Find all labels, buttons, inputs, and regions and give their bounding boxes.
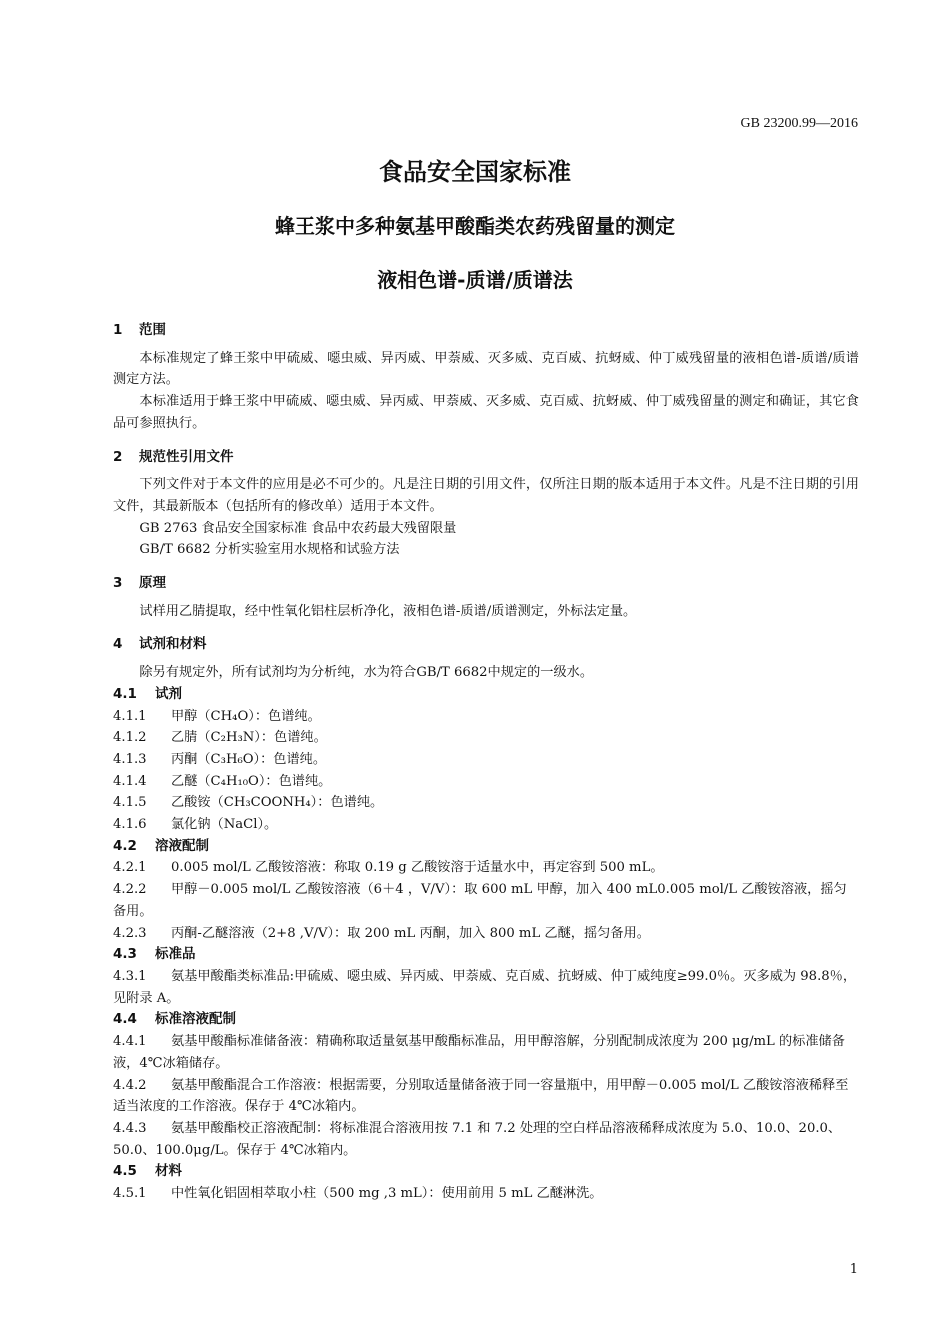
reference-item: GB/T 6682 分析实验室用水规格和试验方法	[139, 542, 400, 558]
list-item: 4.1.4 乙醚（C₄H₁₀O）：色谱纯。	[113, 773, 332, 789]
subsection-heading-solutions: 4.2 溶液配制	[113, 837, 209, 854]
paragraph: 本标准适用于蜂王浆中甲硫威、噁虫威、异丙威、甲萘威、灭多威、克百威、抗蚜威、仲丁威残留量的测定和确证，其它食品可参照执行。	[113, 394, 859, 431]
section-heading-references: 2 规范性引用文件	[113, 448, 234, 465]
document-body	[113, 316, 859, 1205]
document-subtitle: 蜂王浆中多种氨基甲酸酯类农药残留量的测定	[275, 214, 675, 238]
standard-code: GB 23200.99—2016	[740, 116, 858, 131]
list-item: 4.4.3 氨基甲酸酯校正溶液配制：将标准混合溶液用按 7.1 和 7.2 处理的空白样品溶液稀释成浓度为 5.0、10.0、20.0、50.0、100.0μg/L。保存于 4℃冰箱内。	[113, 1120, 842, 1158]
subsection-heading-standards: 4.3 标准品	[113, 946, 196, 963]
paragraph: 下列文件对于本文件的应用是必不可少的。凡是注日期的引用文件，仅所注日期的版本适用于本文件。凡是不注日期的引用文件，其最新版本（包括所有的修改单）适用于本文件。	[113, 477, 859, 514]
paragraph: 除另有规定外，所有试剂均为分析纯，水为符合GB/T 6682中规定的一级水。	[139, 665, 594, 681]
subsection-heading-reagents: 4.1 试剂	[113, 685, 182, 702]
document-method-title: 液相色谱-质谱/质谱法	[377, 268, 573, 292]
reference-item: GB 2763 食品安全国家标准 食品中农药最大残留限量	[139, 520, 457, 536]
section-heading-principle: 3 原理	[113, 575, 166, 592]
list-item: 4.1.6 氯化钠（NaCl）。	[113, 817, 278, 833]
document-title: 食品安全国家标准	[379, 158, 571, 186]
list-item: 4.1.5 乙酸铵（CH₃COONH₄）：色谱纯。	[113, 795, 384, 811]
list-item: 4.1.3 丙酮（C₃H₆O）：色谱纯。	[113, 751, 327, 767]
list-item: 4.5.1 中性氧化铝固相萃取小柱（500 mg ,3 mL）：使用前用 5 mL 乙醚淋洗。	[113, 1186, 603, 1202]
section-heading-reagents: 4 试剂和材料	[113, 636, 207, 653]
section-heading-scope: 1 范围	[113, 322, 166, 338]
list-item: 4.1.2 乙腈（C₂H₃N）：色谱纯。	[113, 730, 327, 746]
paragraph: 本标准规定了蜂王浆中甲硫威、噁虫威、异丙威、甲萘威、灭多威、克百威、抗蚜威、仲丁威残留量的液相色谱-质谱/质谱测定方法。	[113, 350, 859, 388]
list-item: 4.2.3 丙酮-乙醚溶液（2+8 ,V/V）：取 200 mL 丙酮，加入 800 mL 乙醚，摇匀备用。	[113, 925, 650, 941]
list-item: 4.2.2 甲醇－0.005 mol/L 乙酸铵溶液（6＋4 ，V/V）：取 600 mL 甲醇，加入 400 mL0.005 mol/L 乙酸铵溶液，摇匀备用。	[113, 882, 847, 919]
list-item: 4.4.2 氨基甲酸酯混合工作溶液：根据需要，分别取适量储备液于同一容量瓶中，用甲醇－0.005 mol/L 乙酸铵溶液稀释至适当浓度的工作溶液。保存于 4℃冰箱内。	[113, 1077, 849, 1115]
paragraph: 试样用乙腈提取，经中性氧化铝柱层析净化，液相色谱-质谱/质谱测定，外标法定量。	[139, 603, 637, 619]
subsection-heading-standard-solutions: 4.4 标准溶液配制	[113, 1011, 236, 1028]
list-item: 4.4.1 氨基甲酸酯标准储备液：精确称取适量氨基甲酸酯标准品，用甲醇溶解，分别配制成浓度为 200 μg/mL 的标准储备液，4℃冰箱储存。	[113, 1034, 845, 1071]
list-item: 4.3.1 氨基甲酸酯类标准品:甲硫威、噁虫威、异丙威、甲萘威、克百威、抗蚜威、仲丁威纯度≥99.0％。灭多威为 98.8％，见附录 A。	[113, 968, 857, 1006]
subsection-heading-materials: 4.5 材料	[113, 1163, 182, 1180]
page-number: 1	[849, 1262, 858, 1277]
list-item: 4.1.1 甲醇（CH₄O）：色谱纯。	[113, 708, 321, 724]
list-item: 4.2.1 0.005 mol/L 乙酸铵溶液：称取 0.19 g 乙酸铵溶于适量水中，再定容到 500 mL。	[113, 860, 664, 876]
